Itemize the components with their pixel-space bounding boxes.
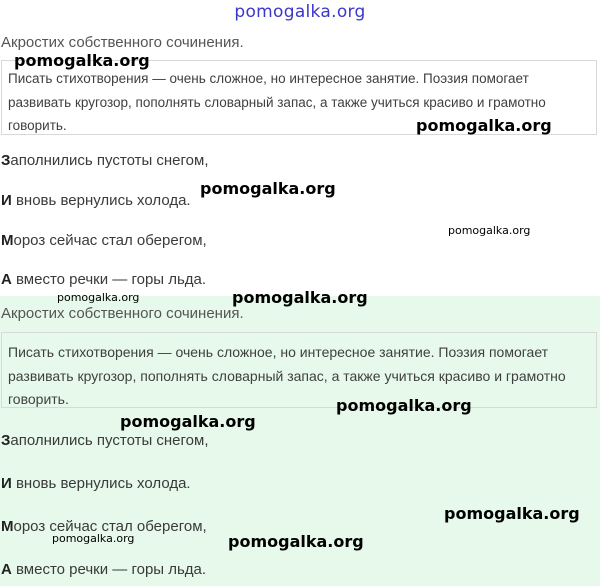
watermark-text: pomogalka.org [444,504,580,523]
acrostic-letter: З [1,432,11,449]
watermark-text: pomogalka.org [448,224,531,237]
watermark-text: pomogalka.org [200,179,336,198]
acrostic-letter: М [1,232,14,249]
poem-line [1,561,206,578]
poem-line-text: вместо речки — горы льда. [11,271,207,288]
intro-text: Писать стихотворения — очень сложное, но интересное занятие. Поэзия помогает развивать кругозор, пополнять словарный запас, а также учиться красиво и грамотно говорить. [8,344,566,407]
intro-box [1,332,597,408]
poem-line [1,475,191,492]
acrostic-letter: А [1,561,12,578]
acrostic-letter: А [1,271,12,288]
poem-line-text: вновь вернулись холода. [11,475,191,492]
watermark-text: pomogalka.org [416,116,552,135]
poem-line [1,232,207,249]
acrostic-letter: З [1,152,11,169]
poem-line [1,432,209,449]
poem-line-text: аполнились пустоты снегом, [10,432,209,449]
poem-line-text: ороз сейчас стал оберегом, [13,232,207,249]
acrostic-letter: М [1,518,14,535]
watermark-text: pomogalka.org [120,412,256,431]
poem-line-text: вновь вернулись холода. [11,192,191,209]
section-title: Акростих собственного сочинения. [1,305,244,322]
acrostic-letter: И [1,475,12,492]
poem-line-text: ороз сейчас стал оберегом, [13,518,207,535]
section-title: Акростих собственного сочинения. [1,34,244,51]
poem-line [1,152,209,169]
watermark-text: pomogalka.org [228,532,364,551]
acrostic-letter: И [1,192,12,209]
watermark-text: pomogalka.org [232,288,368,307]
poem-line [1,271,206,288]
poem-line [1,192,191,209]
watermark-text: pomogalka.org [57,291,140,304]
watermark-text: pomogalka.org [14,51,150,70]
site-watermark-header: pomogalka.org [234,2,366,22]
poem-line-text: аполнились пустоты снегом, [10,152,209,169]
watermark-text: pomogalka.org [52,532,135,545]
poem-line-text: вместо речки — горы льда. [11,561,207,578]
watermark-text: pomogalka.org [336,396,472,415]
intro-text: Писать стихотворения — очень сложное, но интересное занятие. Поэзия помогает развивать кругозор, пополнять словарный запас, а также учиться красиво и грамотно говорить. [8,71,546,133]
